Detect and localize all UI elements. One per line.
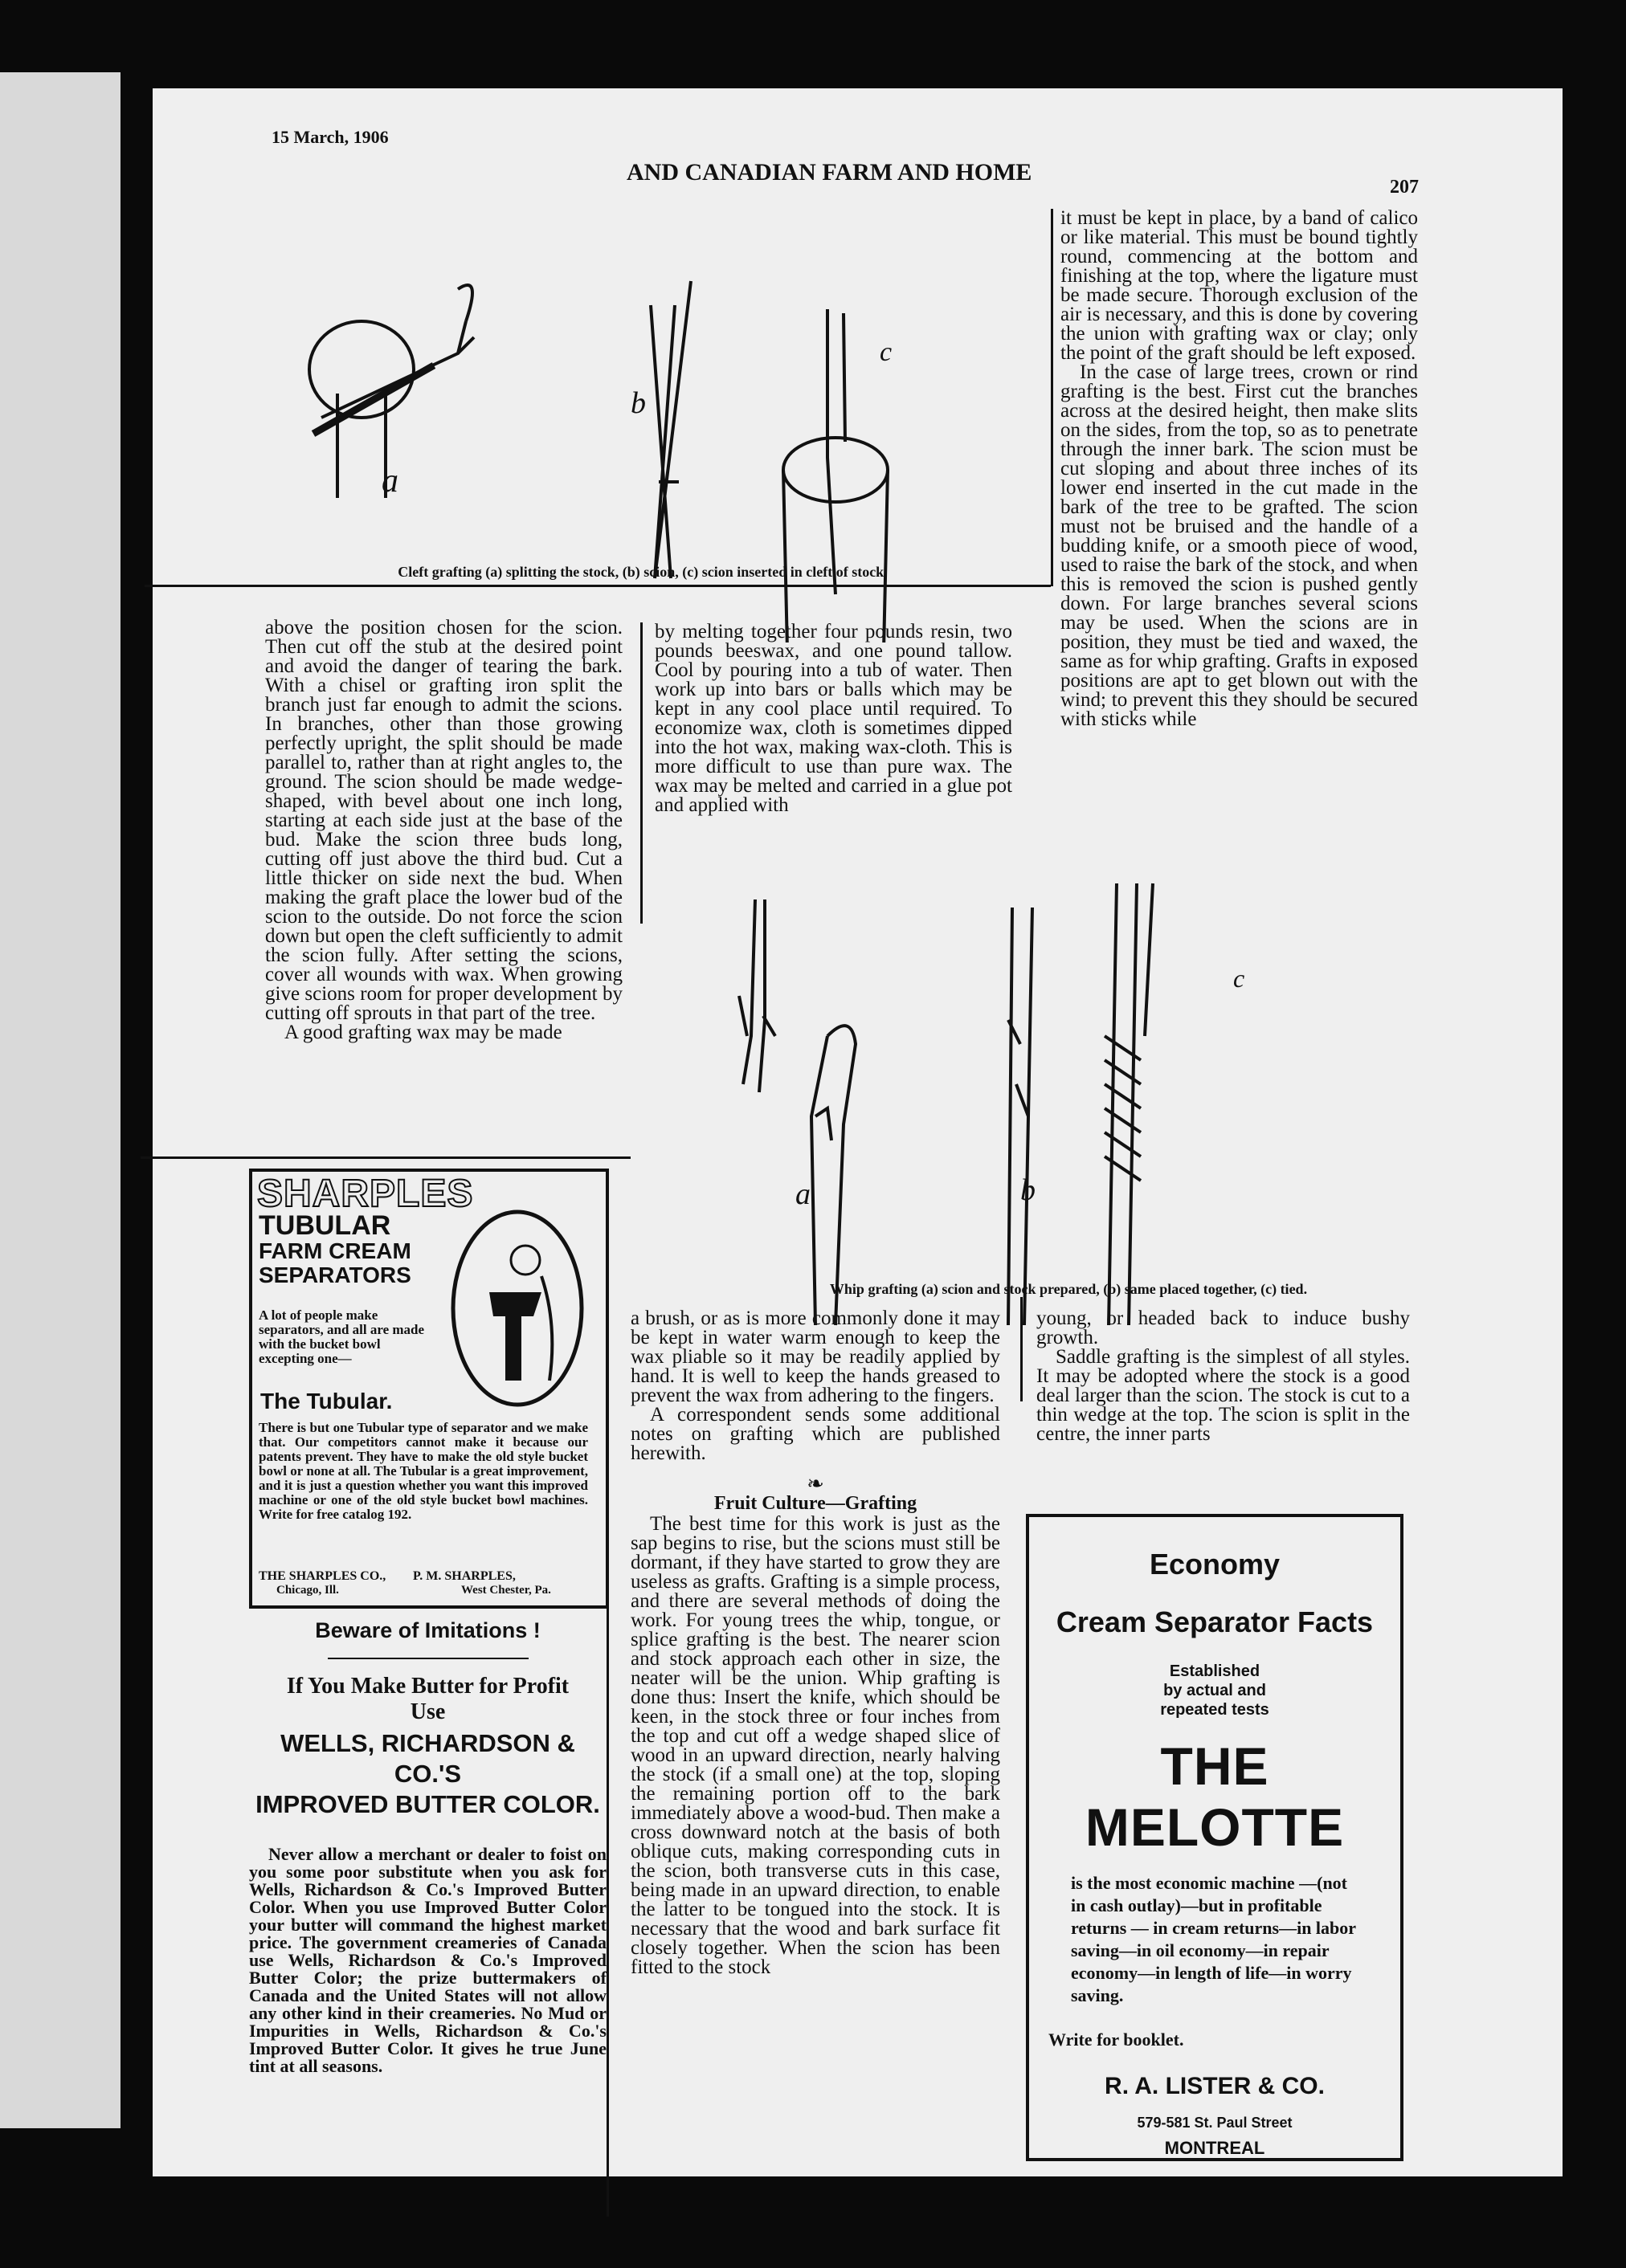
paragraph: In the case of large trees, crown or rind grafting is the best. First cut the branches across at the desired height, then make slits on the sides, from the top, so as to penetrate through the inner bark. The scion must be cut sloping and about three inches of its lower end inserted in the cut made in the bark of the tree to be grafted. The scion must not be bruised and the handle of a budding knife, or a smooth piece of wood, used to raise the bark of the stock, and when this is removed the scion is pushed gently down. For large branches several scions may be used. When the scions are in position, they must be tied and waxed, the same as for whip grafting. Grafts in exposed positions are apt to get blown out with the wind; to prevent this they should be secured with sticks while xyxy=(1060,361,1418,730)
section-title: Fruit Culture—Grafting xyxy=(713,1493,917,1514)
column1-article xyxy=(265,618,623,1042)
ad-line: Established xyxy=(1169,1662,1260,1680)
newspaper-page xyxy=(153,88,1563,2176)
fig2-caption: Whip grafting (a) scion and stock prepared, (b) same placed together, (c) tied. xyxy=(829,1281,1308,1297)
ad-body: Never allow a merchant or dealer to foist on you some poor substitute when you ask for Wells, Richardson & Co.'s Improved Butter Color. When you use Improved Butter Color your butter will command the highest market price. The government creameries of Canada use Wells, Richardson & Co.'s Improved Butter Color; the prize buttermakers of Canada and the United States will not allow any other kind in their creameries. No Mud or Impurities in Wells, Richardson & Co.'s Improved Butter Color. It gives he true June tint at all seasons. xyxy=(249,1844,607,2076)
ad-title: Cream Separator Facts xyxy=(1056,1605,1374,1638)
fig2-label-b: b xyxy=(1020,1173,1036,1207)
figure-b-placed-together xyxy=(1008,908,1032,1325)
figure-b-scion xyxy=(651,281,691,578)
ad-city: West Chester, Pa. xyxy=(461,1584,551,1597)
page-number: 207 xyxy=(1390,177,1419,198)
paragraph: it must be kept in place, by a band of calico or like material. This must be bound tightly round, commencing at the bottom and finishing at the top, where the ligature must be made secure. Thorough exclusion of the air is necessary, and this is done by covering the union with grafting wax or clay; only the point of the graft should be left exposed. xyxy=(1060,207,1418,364)
paragraph: A correspondent sends some additional notes on grafting which are published herewith. xyxy=(631,1404,1000,1464)
column-rule xyxy=(640,622,643,924)
ad-established xyxy=(1029,1662,1400,1719)
fig2-label-c: c xyxy=(1233,964,1245,993)
sharples-advertisement xyxy=(249,1169,609,1609)
ad-company: R. A. LISTER & CO. xyxy=(1105,2073,1325,2099)
figure-c-tied xyxy=(1105,883,1153,1325)
fig1-label-c: c xyxy=(880,337,893,367)
figure-a-scion-stock xyxy=(739,899,856,1325)
ad-intro: A lot of people make separators, and all are made with the bucket bowl excepting one— xyxy=(259,1307,425,1366)
issue-date: 15 March, 1906 xyxy=(272,127,389,147)
column3-article xyxy=(1060,209,1418,729)
fig1-label-b: b xyxy=(631,386,646,420)
paragraph: above the position chosen for the scion. Then cut off the stub at the desired point and avoid the danger of tearing the bark. With a chisel or grafting iron split the branch just far enough to admit the scions. In branches, other than those growing perfectly upright, the split should be made parallel to, rather than at right angles to, the ground. The scion should be made wedge-shaped, with bevel about one inch long, starting at each side just at the base of the bud. Make the scion three buds long, cutting off just above the third bud. Cut a little thicker on side next the bud. When making the graft place the lower bud of the scion to the outside. Do not force the scion down but open the cleft sufficiently to admit the scion fully. After setting the scions, cover all wounds with wax. When growing give scions room for proper development by cutting off sprouts in that part of the tree. xyxy=(265,617,623,1024)
ad-line: TUBULAR xyxy=(259,1210,391,1241)
melotte-advertisement xyxy=(1026,1514,1403,2161)
ad-line: Use xyxy=(410,1699,446,1724)
column2-continued xyxy=(631,1309,1000,1977)
ad-body: is the most economic machine —(not in cash outlay)—but in profitable returns — in cream returns—in labor saving—in oil economy—in repair economy—in length of life—in worry saving. xyxy=(1071,1873,1356,2005)
section-ornament: ❧ xyxy=(807,1472,824,1495)
paragraph: by melting together four pounds resin, two pounds beeswax, and one pound tallow. Cool by pouring into a tub of water. Then work up into bars or balls which may be kept in any cool place until required. To economize wax, cloth is sometimes dipped into the hot wax, making wax-cloth. This is more difficult to use than pure wax. The wax may be melted and carried in a glue pot and applied with xyxy=(655,621,1012,816)
ad-city: Chicago, Ill. xyxy=(276,1584,339,1597)
fig1-label-a: a xyxy=(382,463,398,500)
ad-company: P. M. SHARPLES, xyxy=(413,1569,516,1583)
ad-company: THE SHARPLES CO., xyxy=(259,1569,386,1583)
ad-line: by actual and xyxy=(1163,1682,1266,1699)
separator-woman-illustration xyxy=(445,1204,590,1413)
paragraph: a brush, or as is more commonly done it may be kept in water warm enough to keep the wax pliable so it may be readily applied by hand. It is well to keep the hands greased to prevent the wax from adhering to the fingers. xyxy=(631,1307,1000,1406)
ad-call-to-action: Write for booklet. xyxy=(1048,2029,1184,2050)
adjacent-page-strip xyxy=(0,72,121,2128)
ad-title: Economy xyxy=(1149,1548,1281,1581)
ad-body: There is but one Tubular type of separator and we make that. Our competitors cannot make it because our patents prevent. They have to make the old style bucket bowl or none at all. The Tubular is a great improvement, and it is just a question whether you want this improved machine or one of the old style bucket bowl machines. Write for free catalog 192. xyxy=(259,1420,588,1522)
ad-line: FARM CREAM xyxy=(259,1238,411,1263)
fig1-caption: Cleft grafting (a) splitting the stock, (b) scion, (c) scion inserted in cleft of stock. xyxy=(398,564,888,580)
ad-line: SEPARATORS xyxy=(259,1262,411,1287)
section-rule xyxy=(145,585,1051,587)
ad-city: MONTREAL xyxy=(1164,2138,1265,2158)
column-rule xyxy=(1051,209,1053,586)
fig2-label-a: a xyxy=(795,1177,811,1211)
ad-product-name: The Tubular. xyxy=(260,1389,393,1413)
ad-brand: SHARPLES xyxy=(257,1173,474,1215)
ad-brand: WELLS, RICHARDSON & CO.'S xyxy=(280,1729,575,1788)
paragraph: The best time for this work is just as the sap begins to rise, but the scions must still be dormant, if they have started to grow they are useless as grafts. Grafting is a simple process, and there are several methods of doing the work. For young trees the whip, tongue, or splice grafting is the best. The nearer scion and stock approach each other in size, the neater will be the union. Whip grafting is done thus: Insert the knife, which should be keen, in the stock three or four inches from the top and cut off a wedge shaped slice of wood in an upward direction, nearly halving the stock (if a small one) at the top, sloping the remaining portion off to the bark immediately above a wood-bud. Then make a cross downward notch at the basis of both oblique cuts, making corresponding cuts in the scion, both transverse cuts in this case, being made in an upward direction, to enable the latter to be tongued into the stock. It is necessary that the wood and bark surface fit closely together. When the scion has been fitted to the stock xyxy=(631,1513,1000,1978)
divider xyxy=(328,1658,529,1659)
figure-c-scion-in-cleft xyxy=(783,309,888,642)
ad-address: 579-581 St. Paul Street xyxy=(1137,2115,1293,2131)
ad-line: If You Make Butter for Profit xyxy=(286,1674,570,1699)
ad-product-name: THE MELOTTE xyxy=(1085,1736,1345,1857)
column2-article xyxy=(655,622,1012,815)
masthead-title: AND CANADIAN FARM AND HOME xyxy=(627,159,1032,186)
ad-beware: Beware of Imitations ! xyxy=(315,1618,541,1642)
paragraph: young, or headed back to induce bushy growth. xyxy=(1036,1307,1410,1348)
column3-continued xyxy=(1036,1309,1410,1444)
ad-brand: IMPROVED BUTTER COLOR. xyxy=(255,1790,600,1818)
section-rule xyxy=(141,1156,631,1159)
paragraph: A good grafting wax may be made xyxy=(284,1022,562,1043)
paragraph: Saddle grafting is the simplest of all styles. It may be adopted where the stock is a good deal larger than the scion. The stock is cut to a thin wedge at the top. The scion is split in the centre, the inner parts xyxy=(1036,1346,1410,1445)
ad-line: repeated tests xyxy=(1160,1701,1269,1719)
wells-richardson-advertisement xyxy=(249,1618,607,2172)
